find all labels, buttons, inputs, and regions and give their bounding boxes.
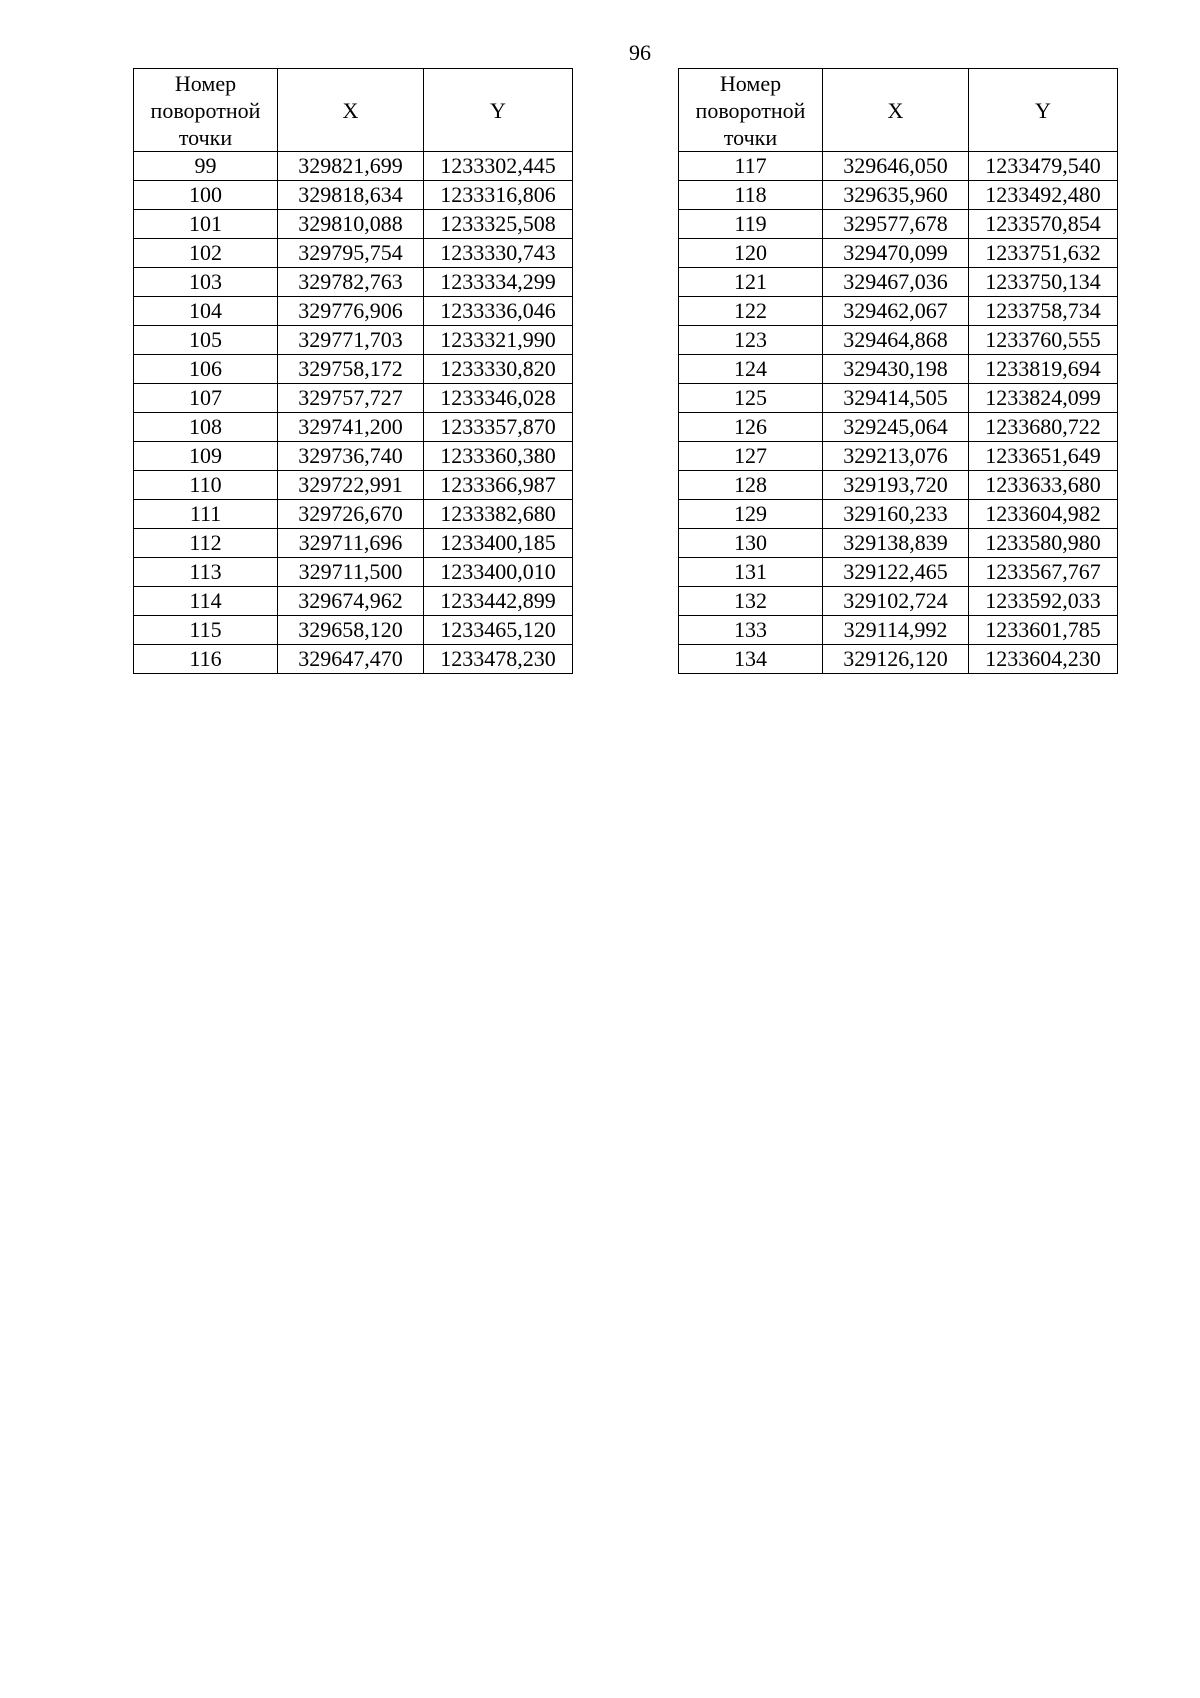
cell-y: 1233633,680 <box>969 471 1118 500</box>
table-row <box>679 181 1118 210</box>
cell-x: 329577,678 <box>823 210 969 239</box>
cell-point-number: 108 <box>134 413 278 442</box>
header-y: Y <box>424 69 573 152</box>
cell-point-number: 113 <box>134 558 278 587</box>
header-y: Y <box>969 69 1118 152</box>
cell-point-number: 103 <box>134 268 278 297</box>
cell-x: 329758,172 <box>278 355 424 384</box>
cell-point-number: 107 <box>134 384 278 413</box>
cell-point-number: 127 <box>679 442 823 471</box>
cell-y: 1233567,767 <box>969 558 1118 587</box>
cell-y: 1233570,854 <box>969 210 1118 239</box>
cell-y: 1233478,230 <box>424 645 573 674</box>
cell-point-number: 125 <box>679 384 823 413</box>
cell-x: 329658,120 <box>278 616 424 645</box>
cell-point-number: 118 <box>679 181 823 210</box>
coordinates-table-left <box>133 68 573 674</box>
cell-point-number: 134 <box>679 645 823 674</box>
cell-point-number: 110 <box>134 471 278 500</box>
cell-y: 1233330,743 <box>424 239 573 268</box>
cell-y: 1233592,033 <box>969 587 1118 616</box>
cell-y: 1233760,555 <box>969 326 1118 355</box>
cell-y: 1233325,508 <box>424 210 573 239</box>
table-row <box>679 500 1118 529</box>
cell-y: 1233366,987 <box>424 471 573 500</box>
cell-y: 1233819,694 <box>969 355 1118 384</box>
table-row <box>679 413 1118 442</box>
cell-point-number: 130 <box>679 529 823 558</box>
cell-x: 329741,200 <box>278 413 424 442</box>
cell-point-number: 121 <box>679 268 823 297</box>
cell-x: 329138,839 <box>823 529 969 558</box>
cell-y: 1233302,445 <box>424 152 573 181</box>
cell-y: 1233492,480 <box>969 181 1118 210</box>
cell-x: 329810,088 <box>278 210 424 239</box>
cell-x: 329114,992 <box>823 616 969 645</box>
cell-x: 329711,500 <box>278 558 424 587</box>
table-row <box>679 442 1118 471</box>
table-row <box>679 587 1118 616</box>
table-row <box>679 471 1118 500</box>
cell-x: 329757,727 <box>278 384 424 413</box>
cell-x: 329462,067 <box>823 297 969 326</box>
table-row <box>134 645 573 674</box>
cell-x: 329722,991 <box>278 471 424 500</box>
cell-y: 1233330,820 <box>424 355 573 384</box>
cell-x: 329726,670 <box>278 500 424 529</box>
cell-x: 329782,763 <box>278 268 424 297</box>
cell-point-number: 126 <box>679 413 823 442</box>
cell-y: 1233479,540 <box>969 152 1118 181</box>
cell-point-number: 116 <box>134 645 278 674</box>
cell-y: 1233604,982 <box>969 500 1118 529</box>
cell-y: 1233336,046 <box>424 297 573 326</box>
table-row <box>134 181 573 210</box>
table-row <box>679 268 1118 297</box>
cell-x: 329646,050 <box>823 152 969 181</box>
table-row <box>134 210 573 239</box>
cell-point-number: 129 <box>679 500 823 529</box>
table-row <box>679 529 1118 558</box>
table-row <box>679 355 1118 384</box>
cell-point-number: 133 <box>679 616 823 645</box>
cell-point-number: 99 <box>134 152 278 181</box>
cell-y: 1233360,380 <box>424 442 573 471</box>
table-row <box>134 442 573 471</box>
table-row <box>679 152 1118 181</box>
table-row <box>134 297 573 326</box>
cell-x: 329245,064 <box>823 413 969 442</box>
table-header-row <box>134 69 573 152</box>
cell-point-number: 128 <box>679 471 823 500</box>
page-number: 96 <box>629 40 651 65</box>
cell-point-number: 132 <box>679 587 823 616</box>
cell-y: 1233321,990 <box>424 326 573 355</box>
table-row <box>679 558 1118 587</box>
cell-point-number: 119 <box>679 210 823 239</box>
cell-y: 1233604,230 <box>969 645 1118 674</box>
cell-x: 329430,198 <box>823 355 969 384</box>
cell-x: 329102,724 <box>823 587 969 616</box>
cell-y: 1233601,785 <box>969 616 1118 645</box>
header-x: X <box>278 69 424 152</box>
table-row <box>679 326 1118 355</box>
cell-x: 329771,703 <box>278 326 424 355</box>
cell-point-number: 117 <box>679 152 823 181</box>
table-row <box>679 297 1118 326</box>
table-row <box>679 616 1118 645</box>
cell-x: 329736,740 <box>278 442 424 471</box>
cell-point-number: 115 <box>134 616 278 645</box>
cell-point-number: 112 <box>134 529 278 558</box>
table-row <box>134 355 573 384</box>
cell-x: 329635,960 <box>823 181 969 210</box>
cell-y: 1233400,010 <box>424 558 573 587</box>
cell-point-number: 102 <box>134 239 278 268</box>
cell-point-number: 120 <box>679 239 823 268</box>
cell-y: 1233580,980 <box>969 529 1118 558</box>
cell-x: 329647,470 <box>278 645 424 674</box>
cell-y: 1233316,806 <box>424 181 573 210</box>
cell-y: 1233680,722 <box>969 413 1118 442</box>
table-row <box>134 529 573 558</box>
table-row <box>134 587 573 616</box>
cell-point-number: 122 <box>679 297 823 326</box>
header-point-number: Номер поворотной точки <box>679 69 823 152</box>
cell-y: 1233442,899 <box>424 587 573 616</box>
cell-y: 1233465,120 <box>424 616 573 645</box>
cell-x: 329818,634 <box>278 181 424 210</box>
table-row <box>679 645 1118 674</box>
cell-x: 329776,906 <box>278 297 424 326</box>
cell-y: 1233334,299 <box>424 268 573 297</box>
cell-point-number: 100 <box>134 181 278 210</box>
cell-x: 329193,720 <box>823 471 969 500</box>
cell-y: 1233382,680 <box>424 500 573 529</box>
cell-point-number: 114 <box>134 587 278 616</box>
table-row <box>679 210 1118 239</box>
cell-y: 1233400,185 <box>424 529 573 558</box>
table-row <box>134 239 573 268</box>
cell-point-number: 109 <box>134 442 278 471</box>
cell-point-number: 131 <box>679 558 823 587</box>
cell-y: 1233357,870 <box>424 413 573 442</box>
cell-x: 329795,754 <box>278 239 424 268</box>
cell-point-number: 124 <box>679 355 823 384</box>
cell-x: 329464,868 <box>823 326 969 355</box>
cell-x: 329674,962 <box>278 587 424 616</box>
cell-point-number: 106 <box>134 355 278 384</box>
cell-x: 329414,505 <box>823 384 969 413</box>
table-row <box>134 384 573 413</box>
cell-y: 1233651,649 <box>969 442 1118 471</box>
cell-y: 1233346,028 <box>424 384 573 413</box>
cell-point-number: 123 <box>679 326 823 355</box>
coordinates-table-right <box>678 68 1118 674</box>
table-row <box>679 384 1118 413</box>
header-x: X <box>823 69 969 152</box>
cell-y: 1233750,134 <box>969 268 1118 297</box>
table-row <box>134 500 573 529</box>
table-row <box>134 558 573 587</box>
table-row <box>134 268 573 297</box>
header-point-number: Номер поворотной точки <box>134 69 278 152</box>
cell-y: 1233751,632 <box>969 239 1118 268</box>
cell-x: 329470,099 <box>823 239 969 268</box>
cell-x: 329711,696 <box>278 529 424 558</box>
table-header-row <box>679 69 1118 152</box>
table-row <box>134 326 573 355</box>
cell-x: 329122,465 <box>823 558 969 587</box>
table-row <box>134 616 573 645</box>
cell-x: 329126,120 <box>823 645 969 674</box>
cell-point-number: 111 <box>134 500 278 529</box>
cell-y: 1233824,099 <box>969 384 1118 413</box>
cell-x: 329467,036 <box>823 268 969 297</box>
cell-point-number: 104 <box>134 297 278 326</box>
cell-x: 329821,699 <box>278 152 424 181</box>
table-row <box>679 239 1118 268</box>
cell-y: 1233758,734 <box>969 297 1118 326</box>
cell-point-number: 101 <box>134 210 278 239</box>
table-row <box>134 471 573 500</box>
table-row <box>134 152 573 181</box>
table-row <box>134 413 573 442</box>
cell-x: 329160,233 <box>823 500 969 529</box>
cell-x: 329213,076 <box>823 442 969 471</box>
cell-point-number: 105 <box>134 326 278 355</box>
